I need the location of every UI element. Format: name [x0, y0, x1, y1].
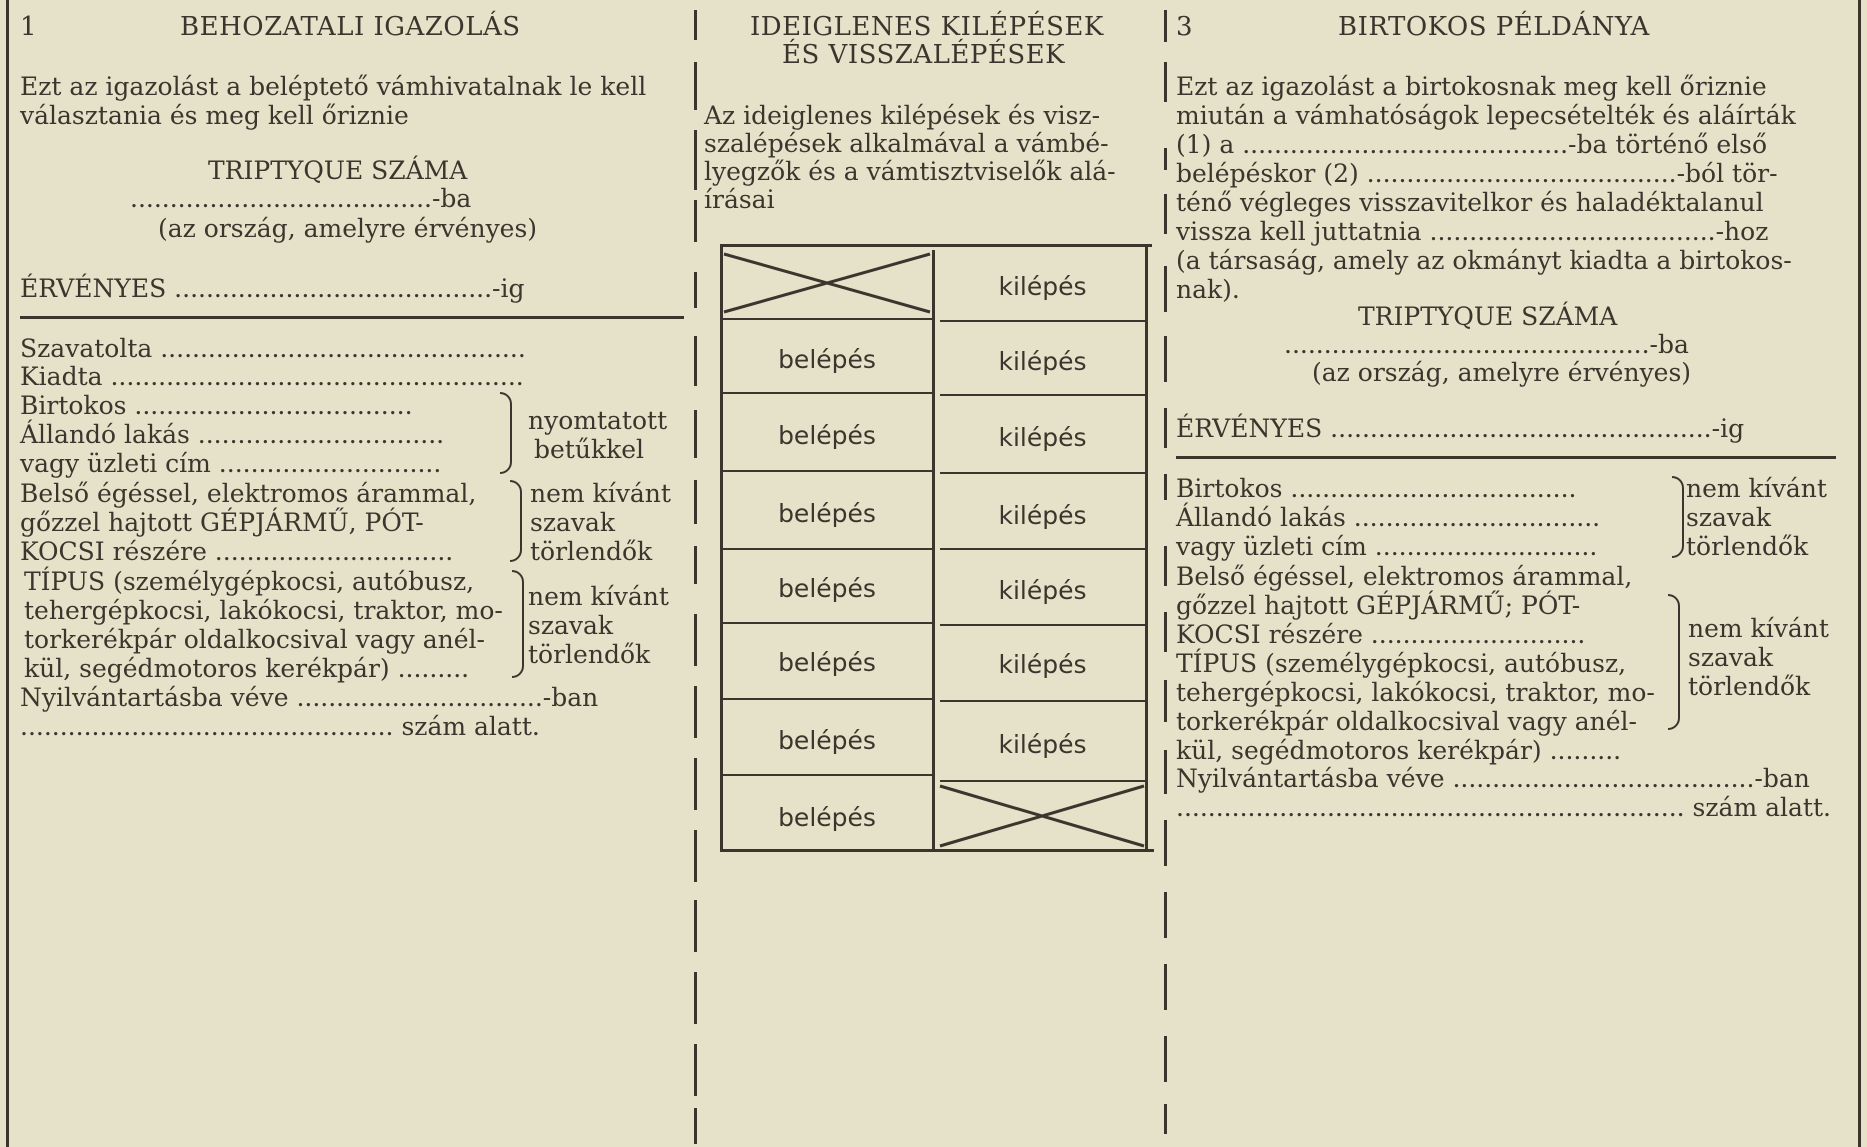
right-country-note: (az ország, amelyre érvényes)	[1312, 358, 1692, 387]
left-printed-2: betűkkel	[534, 435, 645, 464]
left-type-1: TÍPUS (személygépkocsi, autóbusz,	[24, 567, 475, 596]
left-type-3: torkerékpár oldalkocsival vagy anél-	[24, 625, 485, 654]
right-vehicle-1: Belső égéssel, elektromos árammal,	[1176, 562, 1633, 591]
left-business: vagy üzleti cím ............................	[20, 449, 442, 478]
left-printed-1: nyomtatott	[528, 406, 668, 435]
right-strike1-1: nem kívánt	[1686, 474, 1827, 503]
right-type-4: kül, segédmotoros kerékpár) .........	[1176, 736, 1622, 765]
left-country-note: (az ország, amelyre érvényes)	[158, 214, 538, 243]
stamp-cell-3-right: kilépés	[998, 423, 1087, 452]
right-residence: Állandó lakás ...............................	[1176, 503, 1601, 532]
stamp-cell-6-right: kilépés	[998, 650, 1087, 679]
right-intro-2: miután a vámhatóságok lepecsételték és aláírták	[1176, 101, 1796, 130]
right-type-2: tehergépkocsi, lakókocsi, traktor, mo-	[1176, 678, 1655, 707]
right-divider	[1176, 456, 1836, 459]
middle-text-3: lyegzők és a vámtisztviselők alá-	[704, 157, 1116, 186]
right-intro-5: ténő végleges visszavitelkor és haladéktalanul	[1176, 188, 1764, 217]
stamp-cell-2-right: kilépés	[998, 347, 1087, 376]
stamp-cell-7-right: kilépés	[998, 730, 1087, 759]
stamp-cell-5-right: kilépés	[998, 576, 1087, 605]
right-intro-7: (a társaság, amely az okmányt kiadta a birtokos-	[1176, 246, 1792, 275]
stamp-cell-4-right: kilépés	[998, 501, 1087, 530]
left-valid-line: ÉRVÉNYES ........................................-ig	[20, 274, 525, 303]
right-vehicle-3: KOCSI részére ...........................	[1176, 620, 1586, 649]
left-vehicle-1: Belső égéssel, elektromos árammal,	[20, 479, 477, 508]
left-strike2-2: szavak	[528, 611, 614, 640]
left-type-2: tehergépkocsi, lakókocsi, traktor, mo-	[24, 596, 503, 625]
right-border	[1858, 0, 1861, 1147]
right-type-3: torkerékpár oldalkocsival vagy anél-	[1176, 707, 1637, 736]
right-triptyque-title: TRIPTYQUE SZÁMA	[1358, 302, 1618, 331]
left-strike1-1: nem kívánt	[530, 479, 671, 508]
left-vehicle-2: gőzzel hajtott GÉPJÁRMŰ, PÓT-	[20, 508, 424, 537]
right-triptyque-line: ..............................................-ba	[1284, 330, 1689, 359]
left-guaranteed: Szavatolta ..............................................	[20, 334, 526, 363]
left-title: BEHOZATALI IGAZOLÁS	[180, 12, 521, 42]
left-triptyque-line: ......................................-ba	[130, 184, 472, 213]
middle-text-2: szalépések alkalmával a vámbé-	[704, 129, 1109, 158]
right-strike1-3: törlendők	[1686, 532, 1809, 561]
middle-title-2: ÉS VISSZALÉPÉSEK	[782, 40, 1066, 70]
stamp-cell-4-left: belépés	[778, 499, 876, 528]
right-valid-line: ÉRVÉNYES ................................................-ig	[1176, 414, 1745, 443]
left-strike1-2: szavak	[530, 508, 616, 537]
stamp-cell-2-left: belépés	[778, 345, 876, 374]
right-strike1-2: szavak	[1686, 503, 1772, 532]
right-brace-2	[1668, 594, 1680, 730]
middle-text-4: írásai	[704, 185, 775, 214]
left-number: 1	[20, 12, 38, 42]
left-issued: Kiadta ....................................................	[20, 362, 524, 391]
left-triptyque-title: TRIPTYQUE SZÁMA	[208, 156, 468, 185]
left-vehicle-3: KOCSI részére ..............................	[20, 537, 454, 566]
right-intro-4: belépéskor (2) .......................................-ból tör-	[1176, 159, 1778, 188]
right-intro-6: vissza kell juttatnia ....................................-hoz	[1176, 217, 1769, 246]
left-type-4: kül, segédmotoros kerékpár) .........	[24, 654, 470, 683]
left-intro-2: választania és meg kell őriznie	[20, 101, 409, 130]
left-residence: Állandó lakás ...............................	[20, 420, 445, 449]
right-intro-1: Ezt az igazolást a birtokosnak meg kell őriznie	[1176, 72, 1767, 101]
left-holder: Birtokos ...................................	[20, 391, 413, 420]
left-number-under: ............................................... szám alatt.	[20, 712, 540, 741]
stamp-cell-7-left: belépés	[778, 726, 876, 755]
right-business: vagy üzleti cím ............................	[1176, 532, 1598, 561]
right-title: BIRTOKOS PÉLDÁNYA	[1338, 12, 1650, 42]
right-vehicle-2: gőzzel hajtott GÉPJÁRMŰ; PÓT-	[1176, 591, 1581, 620]
right-strike2-2: szavak	[1688, 643, 1774, 672]
right-number-under: ................................................................ szám alatt.	[1176, 793, 1831, 822]
right-intro-8: nak).	[1176, 275, 1240, 304]
stamp-cell-8-left: belépés	[778, 803, 876, 832]
left-strike1-3: törlendők	[530, 537, 653, 566]
middle-title-1: IDEIGLENES KILÉPÉSEK	[750, 12, 1104, 42]
stamp-cell-3-left: belépés	[778, 421, 876, 450]
stamp-cell-6-left: belépés	[778, 648, 876, 677]
right-registered: Nyilvántartásba véve ......................................-ban	[1176, 764, 1810, 793]
right-intro-3: (1) a .........................................-ba történő első	[1176, 130, 1767, 159]
left-registered: Nyilvántartásba véve ...............................-ban	[20, 683, 599, 712]
left-strike2-1: nem kívánt	[528, 582, 669, 611]
stamp-cell-1-right: kilépés	[998, 272, 1087, 301]
right-strike2-3: törlendők	[1688, 672, 1811, 701]
left-intro-1: Ezt az igazolást a beléptető vámhivatalnak le kell	[20, 72, 647, 101]
stamp-cell-5-left: belépés	[778, 574, 876, 603]
left-strike2-3: törlendők	[528, 640, 651, 669]
middle-text-1: Az ideiglenes kilépések és visz-	[704, 101, 1101, 130]
right-holder: Birtokos ....................................	[1176, 474, 1577, 503]
right-strike2-1: nem kívánt	[1688, 614, 1829, 643]
right-type-1: TÍPUS (személygépkocsi, autóbusz,	[1176, 649, 1627, 678]
right-number: 3	[1176, 12, 1194, 42]
right-brace-1	[1672, 476, 1684, 558]
